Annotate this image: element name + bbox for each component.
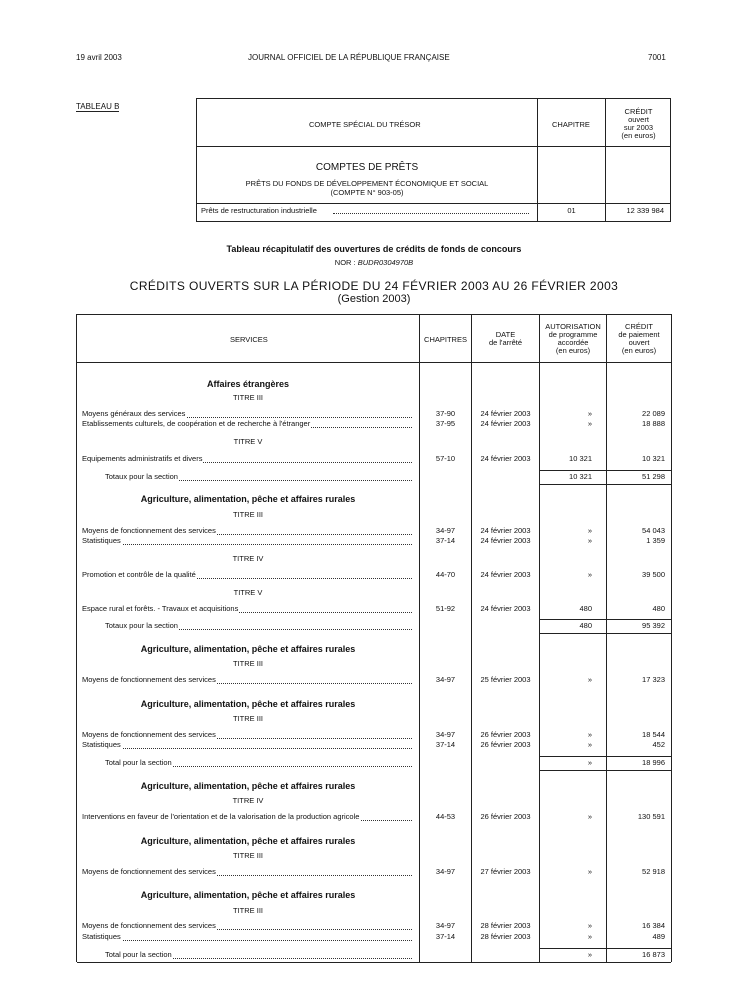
row-label: Statistiques xyxy=(82,536,121,545)
recap-title: Tableau récapitulatif des ouvertures de crédits de fonds de concours xyxy=(226,244,522,254)
tableau-b-col-compte: COMPTE SPÉCIAL DU TRÉSOR xyxy=(309,120,421,129)
row-leader xyxy=(82,748,412,749)
header-date: 19 avril 2003 xyxy=(76,53,122,62)
total-label: Totaux pour la section xyxy=(105,472,178,481)
section-heading: Agriculture, alimentation, pêche et affaires rurales xyxy=(140,836,356,846)
row-chapitre: 37-90 xyxy=(435,409,456,418)
row-autorisation: » xyxy=(587,570,592,579)
tableau-b-row-label: Prêts de restructuration industrielle xyxy=(201,206,317,215)
titre-label: TITRE IV xyxy=(232,554,264,563)
row-chapitre: 34-97 xyxy=(435,526,456,535)
col-chapitres: CHAPITRES xyxy=(424,335,467,344)
col-credit: CRÉDIT de paiement ouvert (en euros) xyxy=(618,322,660,355)
total-label: Total pour la section xyxy=(105,758,172,767)
total-rule xyxy=(540,470,671,471)
total-autorisation: 480 xyxy=(579,621,592,630)
recap-main-subtitle: (Gestion 2003) xyxy=(337,293,411,305)
total-rule xyxy=(540,756,671,757)
row-chapitre: 44-70 xyxy=(435,570,456,579)
row-chapitre: 37-14 xyxy=(435,932,456,941)
row-chapitre: 37-95 xyxy=(435,419,456,428)
titre-label: TITRE III xyxy=(233,714,263,723)
tableau-b-table xyxy=(196,98,671,222)
row-credit: 54 043 xyxy=(642,526,665,535)
row-credit: 18 888 xyxy=(642,419,665,428)
total-rule xyxy=(540,633,671,634)
tableau-b-col-chapitre: CHAPITRE xyxy=(552,120,590,129)
total-rule xyxy=(540,770,671,771)
total-rule xyxy=(540,484,671,485)
row-credit: 480 xyxy=(652,604,665,613)
total-autorisation: 10 321 xyxy=(569,472,592,481)
total-label: Total pour la section xyxy=(105,950,172,959)
row-leader xyxy=(82,544,412,545)
tableau-b-label: TABLEAU B xyxy=(76,102,120,111)
header-journal: JOURNAL OFFICIEL DE LA RÉPUBLIQUE FRANÇAISE xyxy=(248,53,450,62)
row-autorisation: 480 xyxy=(579,604,592,613)
row-chapitre: 37-14 xyxy=(435,740,456,749)
table-bottom-rule xyxy=(77,962,671,963)
tableau-b-col-credit: CRÉDIT ouvert sur 2003 (en euros) xyxy=(621,107,656,140)
titre-label: TITRE IV xyxy=(232,796,264,805)
recap-nor: NOR : BUDR0304970B xyxy=(334,258,414,267)
row-date: 24 février 2003 xyxy=(480,604,531,613)
row-label: Equipements administratifs et divers xyxy=(82,454,203,463)
total-rule xyxy=(540,619,671,620)
tableau-b-row-chapitre: 01 xyxy=(567,206,576,215)
total-credit: 16 873 xyxy=(642,950,665,959)
row-date: 26 février 2003 xyxy=(480,730,531,739)
row-label: Statistiques xyxy=(82,740,121,749)
row-autorisation: » xyxy=(587,740,592,749)
row-chapitre: 51-92 xyxy=(435,604,456,613)
row-date: 24 février 2003 xyxy=(480,454,531,463)
row-leader xyxy=(82,940,412,941)
total-label: Totaux pour la section xyxy=(105,621,178,630)
row-autorisation: » xyxy=(587,675,592,684)
row-chapitre: 34-97 xyxy=(435,921,456,930)
section-heading: Affaires étrangères xyxy=(206,379,290,389)
row-credit: 16 384 xyxy=(642,921,665,930)
row-date: 26 février 2003 xyxy=(480,740,531,749)
row-label: Statistiques xyxy=(82,932,121,941)
row-autorisation: » xyxy=(587,419,592,428)
header-page-number: 7001 xyxy=(648,53,666,62)
row-label: Interventions en faveur de l'orientation et de la valorisation de la production agricole xyxy=(82,812,360,821)
tableau-b-row-credit: 12 339 984 xyxy=(626,206,664,215)
titre-label: TITRE III xyxy=(233,393,263,402)
row-autorisation: » xyxy=(587,730,592,739)
row-autorisation: » xyxy=(587,812,592,821)
row-autorisation: » xyxy=(587,409,592,418)
row-credit: 22 089 xyxy=(642,409,665,418)
row-date: 28 février 2003 xyxy=(480,932,531,941)
col-date: DATE de l'arrêté xyxy=(488,330,523,347)
titre-label: TITRE III xyxy=(233,851,263,860)
total-autorisation: » xyxy=(587,950,592,959)
row-date: 24 février 2003 xyxy=(480,409,531,418)
row-label: Moyens de fonctionnement des services xyxy=(82,675,216,684)
row-label: Etablissements culturels, de coopération et de recherche à l'étranger xyxy=(82,419,311,428)
row-autorisation: » xyxy=(587,536,592,545)
tableau-b-section-sub1: PRÊTS DU FONDS DE DÉVELOPPEMENT ÉCONOMIQUE ET SOCIAL xyxy=(245,179,489,188)
row-date: 24 février 2003 xyxy=(480,526,531,535)
row-credit: 1 359 xyxy=(646,536,665,545)
row-credit: 452 xyxy=(652,740,665,749)
row-autorisation: » xyxy=(587,867,592,876)
row-label: Moyens de fonctionnement des services xyxy=(82,921,216,930)
row-date: 26 février 2003 xyxy=(480,812,531,821)
section-heading: Agriculture, alimentation, pêche et affaires rurales xyxy=(140,644,356,654)
row-credit: 18 544 xyxy=(642,730,665,739)
row-date: 25 février 2003 xyxy=(480,675,531,684)
row-label: Moyens généraux des services xyxy=(82,409,186,418)
row-chapitre: 57-10 xyxy=(435,454,456,463)
row-date: 27 février 2003 xyxy=(480,867,531,876)
section-heading: Agriculture, alimentation, pêche et affaires rurales xyxy=(140,699,356,709)
row-date: 24 février 2003 xyxy=(480,570,531,579)
row-credit: 130 591 xyxy=(637,812,665,821)
titre-label: TITRE III xyxy=(233,906,263,915)
tableau-b-row-leader xyxy=(333,213,529,214)
row-chapitre: 37-14 xyxy=(435,536,456,545)
row-label: Moyens de fonctionnement des services xyxy=(82,867,216,876)
tableau-b-section-sub2: (COMPTE N° 903-05) xyxy=(330,188,404,197)
total-autorisation: » xyxy=(587,758,592,767)
row-label: Espace rural et forêts. - Travaux et acquisitions xyxy=(82,604,239,613)
total-credit: 95 392 xyxy=(642,621,665,630)
credits-table xyxy=(76,314,672,962)
row-label: Promotion et contrôle de la qualité xyxy=(82,570,196,579)
row-credit: 489 xyxy=(652,932,665,941)
col-autorisation: AUTORISATION de programme accordée (en euros) xyxy=(545,322,601,355)
row-autorisation: » xyxy=(587,921,592,930)
recap-main-title: CRÉDITS OUVERTS SUR LA PÉRIODE DU 24 FÉVRIER 2003 AU 26 FÉVRIER 2003 xyxy=(129,279,619,293)
titre-label: TITRE III xyxy=(233,510,263,519)
total-credit: 18 996 xyxy=(642,758,665,767)
row-credit: 17 323 xyxy=(642,675,665,684)
titre-label: TITRE V xyxy=(233,437,263,446)
row-chapitre: 34-97 xyxy=(435,730,456,739)
row-date: 24 février 2003 xyxy=(480,536,531,545)
row-chapitre: 34-97 xyxy=(435,675,456,684)
row-label: Moyens de fonctionnement des services xyxy=(82,730,216,739)
section-heading: Agriculture, alimentation, pêche et affaires rurales xyxy=(140,890,356,900)
section-heading: Agriculture, alimentation, pêche et affaires rurales xyxy=(140,781,356,791)
titre-label: TITRE III xyxy=(233,659,263,668)
row-credit: 39 500 xyxy=(642,570,665,579)
row-autorisation: 10 321 xyxy=(569,454,592,463)
row-date: 28 février 2003 xyxy=(480,921,531,930)
row-credit: 52 918 xyxy=(642,867,665,876)
total-rule xyxy=(540,948,671,949)
row-chapitre: 44-53 xyxy=(435,812,456,821)
total-credit: 51 298 xyxy=(642,472,665,481)
row-credit: 10 321 xyxy=(642,454,665,463)
row-autorisation: » xyxy=(587,932,592,941)
section-heading: Agriculture, alimentation, pêche et affaires rurales xyxy=(140,494,356,504)
tableau-b-section-title: COMPTES DE PRÊTS xyxy=(315,162,419,173)
titre-label: TITRE V xyxy=(233,588,263,597)
row-label: Moyens de fonctionnement des services xyxy=(82,526,216,535)
row-date: 24 février 2003 xyxy=(480,419,531,428)
row-chapitre: 34-97 xyxy=(435,867,456,876)
row-autorisation: » xyxy=(587,526,592,535)
col-services: SERVICES xyxy=(230,335,268,344)
